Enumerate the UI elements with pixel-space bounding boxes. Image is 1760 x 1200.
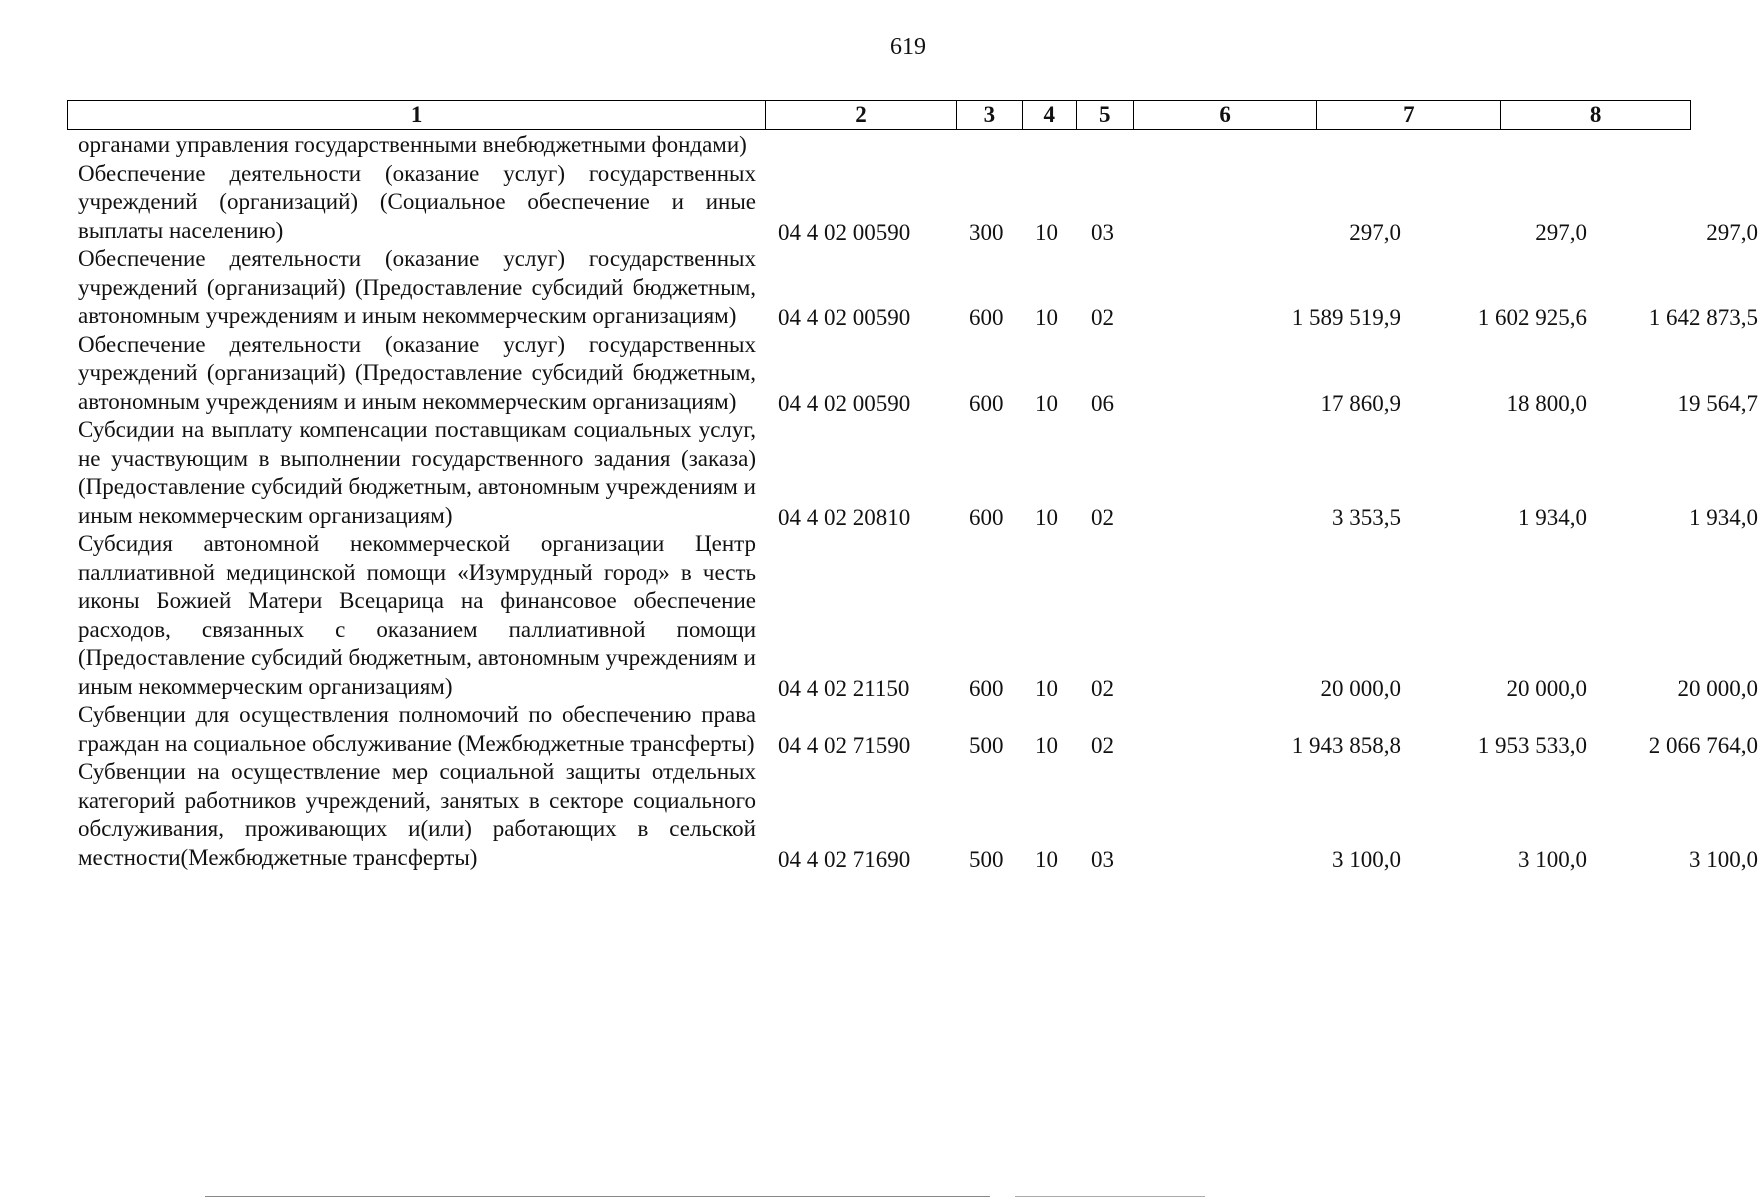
amount-col-6: 1 943 858,8 — [1291, 732, 1401, 758]
column-header-4: 4 — [1023, 101, 1077, 129]
amount-col-6: 20 000,0 — [1320, 675, 1401, 701]
column-header-8: 8 — [1589, 102, 1602, 127]
amount-col-8: 1 934,0 — [1689, 504, 1758, 530]
section-code: 10 — [1035, 675, 1058, 701]
amount-col-7: 1 602 925,6 — [1477, 305, 1587, 330]
amount-col-6: 17 860,9 — [1320, 390, 1401, 416]
expense-type-code: 600 — [969, 675, 1004, 701]
column-header-5: 5 — [1077, 101, 1134, 129]
column-header-7: 7 — [1317, 101, 1501, 129]
subsection-code: 03 — [1091, 219, 1114, 245]
row-description: Субсидии на выплату компенсации поставщикам социальных услуг, не участвующим в выполнении государственного задания (заказа) (Предоставление субсидий бюджетным, автономным учреждениям и иным некоммерческим организациям) — [78, 417, 756, 528]
column-header-1: 1 — [68, 101, 766, 129]
amount-col-8: 3 100,0 — [1689, 846, 1758, 872]
table-header — [67, 100, 1691, 130]
amount-col-7: 20 000,0 — [1506, 675, 1587, 701]
section-code: 10 — [1035, 390, 1058, 416]
footer-divider — [205, 1196, 990, 1197]
row-description: Обеспечение деятельности (оказание услуг) государственных учреждений (организаций) (Предоставление субсидий бюджетным, автономным учреждениям и иным некоммерческим организациям) — [78, 331, 756, 414]
amount-col-8: 297,0 — [1706, 219, 1758, 245]
amount-col-8: 19 564,7 — [1677, 390, 1758, 416]
target-article-code: 04 4 02 00590 — [778, 305, 911, 330]
page-number: 619 — [890, 34, 926, 60]
amount-col-6: 297,0 — [1349, 219, 1401, 245]
target-article-code: 04 4 02 71690 — [778, 846, 911, 872]
expense-type-code: 500 — [969, 846, 1004, 872]
expense-type-code: 300 — [969, 219, 1004, 245]
expense-type-code: 600 — [969, 305, 1004, 330]
target-article-code: 04 4 02 21150 — [778, 675, 910, 701]
column-header-6: 6 — [1134, 101, 1318, 129]
row-description: Обеспечение деятельности (оказание услуг) государственных учреждений (организаций) (Социальное обеспечение и иные выплаты населению) — [78, 160, 756, 243]
row-description: Субвенции для осуществления полномочий по обеспечению права граждан на социальное обслуживание (Межбюджетные трансферты) — [78, 702, 756, 756]
amount-col-8: 2 066 764,0 — [1648, 732, 1758, 758]
footer-divider-right — [1015, 1196, 1205, 1197]
section-code: 10 — [1035, 846, 1058, 872]
table-body — [78, 131, 1758, 872]
subsection-code: 02 — [1091, 732, 1114, 758]
target-article-code: 04 4 02 00590 — [778, 390, 911, 416]
table-row — [78, 131, 1688, 160]
section-code: 10 — [1035, 504, 1058, 530]
amount-col-7: 1 934,0 — [1518, 504, 1587, 530]
table-row — [78, 245, 1758, 331]
subsection-code: 02 — [1091, 504, 1114, 530]
section-code: 10 — [1035, 732, 1058, 758]
amount-col-7: 18 800,0 — [1506, 390, 1587, 416]
amount-col-6: 1 589 519,9 — [1291, 305, 1401, 330]
expense-type-code: 600 — [969, 504, 1004, 530]
table-row — [78, 416, 1758, 530]
expense-type-code: 600 — [969, 390, 1004, 416]
amount-col-7: 1 953 533,0 — [1477, 732, 1587, 758]
table-row — [78, 758, 1758, 872]
table-row — [78, 701, 1758, 758]
row-description: Обеспечение деятельности (оказание услуг) государственных учреждений (организаций) (Предоставление субсидий бюджетным, автономным учреждениям и иным некоммерческим организациям) — [78, 246, 756, 328]
amount-col-8: 20 000,0 — [1677, 675, 1758, 701]
row-description: Субсидия автономной некоммерческой организации Центр паллиативной медицинской помощи «Изумрудный город» в честь иконы Божией Матери Всецарица на финансовое обеспечение расходов, связанных с оказанием паллиативной помощи (Предоставление субсидий бюджетным, автономным учреждениям и иным некоммерческим организациям) — [78, 531, 756, 699]
table-row — [78, 530, 1758, 701]
subsection-code: 02 — [1091, 305, 1114, 330]
target-article-code: 04 4 02 20810 — [778, 504, 911, 530]
amount-col-7: 3 100,0 — [1518, 846, 1587, 872]
subsection-code: 02 — [1091, 675, 1114, 701]
section-code: 10 — [1035, 219, 1058, 245]
subsection-code: 06 — [1091, 390, 1114, 416]
amount-col-8: 1 642 873,5 — [1648, 305, 1758, 330]
section-code: 10 — [1035, 305, 1058, 330]
subsection-code: 03 — [1091, 846, 1114, 872]
table-row — [78, 331, 1758, 417]
amount-col-6: 3 100,0 — [1332, 846, 1401, 872]
column-header-2: 2 — [766, 101, 957, 129]
amount-col-7: 297,0 — [1535, 219, 1587, 245]
expense-type-code: 500 — [969, 732, 1004, 758]
table-row — [78, 160, 1758, 246]
row-description: органами управления государственными внебюджетными фондами) — [78, 132, 747, 157]
target-article-code: 04 4 02 00590 — [778, 219, 911, 245]
row-description: Субвенции на осуществление мер социальной защиты отдельных категорий работников учреждений, занятых в секторе социального обслуживания, проживающих и(или) работающих в сельской местности(Межбюджетные трансферты) — [78, 759, 756, 870]
column-header-3: 3 — [957, 101, 1023, 129]
amount-col-6: 3 353,5 — [1332, 504, 1401, 530]
target-article-code: 04 4 02 71590 — [778, 732, 911, 758]
